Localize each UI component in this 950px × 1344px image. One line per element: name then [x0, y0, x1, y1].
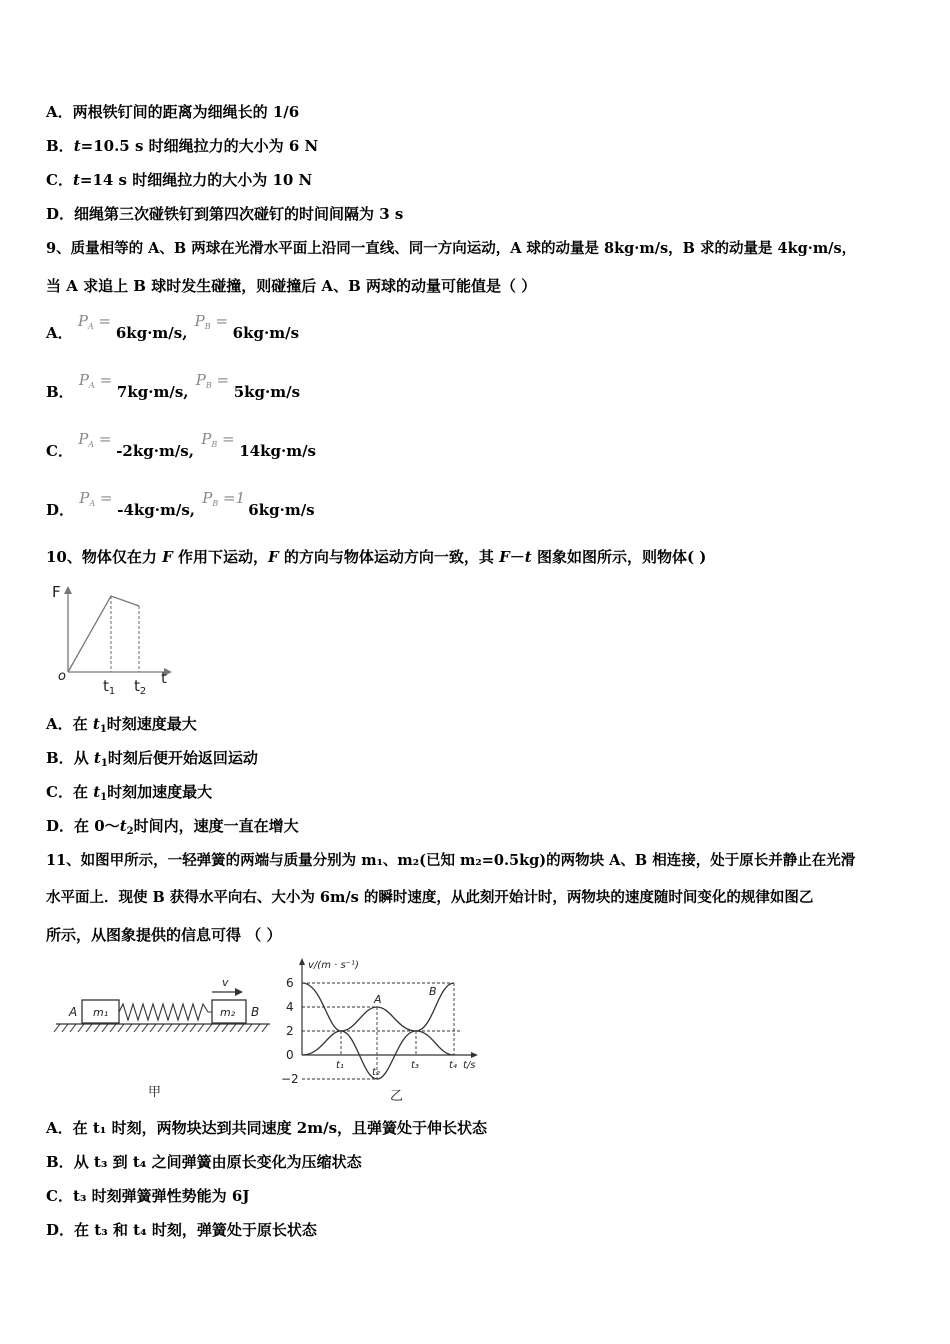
label-A: A: [69, 1005, 78, 1019]
q10-option-d: D．在 $0\sim t_2$时间内，速度一直在增大: [46, 817, 299, 837]
momentum-symbol-pb: $P_B$ =: [194, 312, 229, 331]
momentum-symbol-pb: $P_B$ =: [201, 430, 235, 449]
q10-stem: 10、物体仅在力 F 作用下运动，F 的方向与物体运动方向一致，其 F－t 图象如图所示，则物体( ): [46, 548, 707, 566]
q11-option-a: A．在 t₁ 时刻，两物块达到共同速度 2m/s，且弹簧处于伸长状态: [46, 1119, 488, 1137]
q11-stem-line2: 水平面上．现使 B 获得水平向右、大小为 6m/s 的瞬时速度，从此刻开始计时，两物块的速度随时间变化的规律如图乙: [46, 889, 814, 906]
q9-stem-line2: 当 A 求追上 B 球时发生碰撞，则碰撞后 A、B 两球的动量可能值是（ ）: [46, 277, 537, 295]
ytick-4: 4: [286, 1000, 294, 1014]
x-axis-label: t: [161, 669, 167, 687]
floor-hatching: [54, 1024, 268, 1032]
q11-option-b: B．从 t₃ 到 t₄ 之间弹簧由原长变化为压缩状态: [46, 1153, 362, 1171]
momentum-symbol-pa: $P_A$ =: [79, 489, 113, 508]
t1-label: $t_1$: [103, 677, 116, 697]
t-axis-arrow: [471, 1052, 478, 1058]
q9-option-d: D． $P_A$ = -4kg·m/s, $P_B =1$ 6kg·m/s: [46, 489, 315, 519]
y-axis-label: F: [52, 583, 61, 601]
ytick-0: 0: [286, 1048, 294, 1062]
xtick-t3: t₃: [411, 1060, 419, 1071]
q10-option-c: C．在 $t_1$时刻加速度最大: [46, 783, 213, 803]
t-axis-label: t/s: [463, 1060, 476, 1071]
ytick-2: 2: [286, 1024, 294, 1038]
q9-option-c: C． $P_A$ = -2kg·m/s, $P_B$ = 14kg·m/s: [46, 430, 316, 460]
caption-jia: 甲: [148, 1085, 162, 1100]
q10-force-time-graph: [44, 580, 184, 700]
q10-option-a: A．在 $t_1$时刻速度最大: [46, 715, 197, 735]
v-axis-label: v/(m · s⁻¹): [308, 960, 359, 971]
origin-label: o: [58, 669, 66, 684]
q8-option-d: D．细绳第三次碰铁钉到第四次碰钉的时间间隔为 3 s: [46, 205, 404, 223]
q11-option-d: D．在 t₃ 和 t₄ 时刻，弹簧处于原长状态: [46, 1221, 317, 1239]
q11-stem-line3: 所示，从图象提供的信息可得 （ ）: [46, 926, 282, 944]
velocity-arrowhead: [235, 988, 243, 996]
momentum-symbol-pb: $P_B =1$: [202, 489, 246, 508]
momentum-symbol-pa: $P_A$ =: [78, 430, 112, 449]
q9-option-a: A． $P_A$ = 6kg·m/s, $P_B$ = 6kg·m/s: [46, 312, 300, 342]
label-m2: m₂: [220, 1006, 236, 1019]
q8-option-a: A．两根铁钉间的距离为细绳长的 1/6: [46, 103, 300, 121]
v-axis-arrow: [299, 958, 305, 965]
spring: [119, 1004, 212, 1020]
y-axis-arrow: [64, 586, 72, 594]
q11-figure-spring-blocks: [52, 968, 277, 1103]
xtick-t2: t₂: [372, 1067, 380, 1078]
curve-label-B: B: [429, 985, 437, 998]
label-m1: m₁: [93, 1006, 109, 1019]
q11-option-c: C．t₃ 时刻弹簧弹性势能为 6J: [46, 1187, 250, 1205]
caption-yi: 乙: [390, 1089, 404, 1103]
momentum-symbol-pa: $P_A$ =: [77, 312, 112, 331]
q10-option-b: B．从 $t_1$时刻后便开始返回运动: [46, 749, 258, 769]
curve-label-A: A: [374, 993, 382, 1006]
q11-velocity-time-graph: [278, 955, 488, 1103]
ytick-6: 6: [286, 976, 294, 990]
xtick-t4: t₄: [449, 1060, 457, 1071]
force-curve: [68, 596, 139, 672]
q9-option-b: B． $P_A$ = 7kg·m/s, $P_B$ = 5kg·m/s: [46, 371, 301, 401]
momentum-symbol-pa: $P_A$ =: [78, 371, 113, 390]
q8-option-b: B．t=10.5 s 时细绳拉力的大小为 6 N: [46, 137, 319, 155]
label-B: B: [251, 1005, 260, 1019]
q8-option-c: C．t=14 s 时细绳拉力的大小为 10 N: [46, 171, 313, 189]
label-v: v: [222, 976, 229, 989]
q9-stem-line1: 9、质量相等的 A、B 两球在光滑水平面上沿同一直线、同一方向运动，A 球的动量是 8kg·m/s，B 求的动量是 4kg·m/s，: [46, 240, 857, 257]
momentum-symbol-pb: $P_B$ =: [195, 371, 230, 390]
t2-label: $t_2$: [134, 677, 147, 697]
ytick-neg2: −2: [281, 1072, 299, 1086]
xtick-t1: t₁: [336, 1060, 344, 1071]
q11-stem-line1: 11、如图甲所示，一轻弹簧的两端与质量分别为 m₁、m₂(已知 m₂=0.5kg)的两物块 A、B 相连接，处于原长并静止在光滑: [46, 852, 856, 869]
